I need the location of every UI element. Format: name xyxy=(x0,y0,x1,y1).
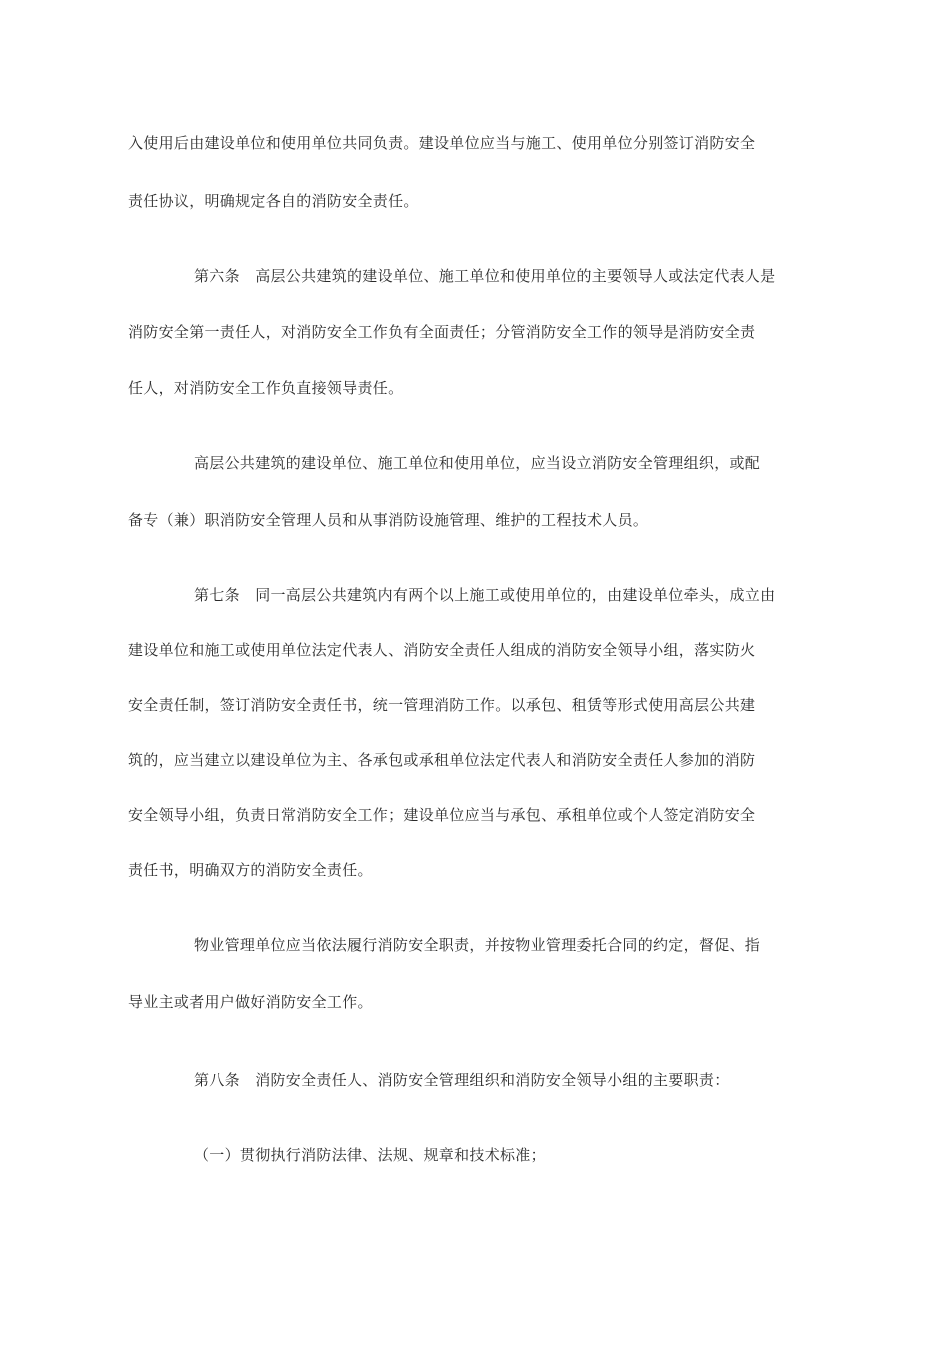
article-6-heading-line: 第六条 高层公共建筑的建设单位、施工单位和使用单位的主要领导人或法定代表人是 xyxy=(194,267,776,285)
text-line: 筑的，应当建立以建设单位为主、各承包或承租单位法定代表人和消防安全责任人参加的消防 xyxy=(128,751,756,769)
text-line: 导业主或者用户做好消防安全工作。 xyxy=(128,993,373,1011)
paragraph-start-line: 高层公共建筑的建设单位、施工单位和使用单位，应当设立消防安全管理组织，或配 xyxy=(194,454,761,472)
article-7-heading-line: 第七条 同一高层公共建筑内有两个以上施工或使用单位的，由建设单位牵头，成立由 xyxy=(194,586,776,604)
text-line: 安全责任制，签订消防安全责任书，统一管理消防工作。以承包、租赁等形式使用高层公共建 xyxy=(128,696,756,714)
paragraph-start-line: 物业管理单位应当依法履行消防安全职责，并按物业管理委托合同的约定，督促、指 xyxy=(194,936,761,954)
article-8-heading-line: 第八条 消防安全责任人、消防安全管理组织和消防安全领导小组的主要职责： xyxy=(194,1071,730,1089)
text-line: 责任协议，明确规定各自的消防安全责任。 xyxy=(128,192,419,210)
text-line: 任人，对消防安全工作负直接领导责任。 xyxy=(128,379,404,397)
text-line: 责任书，明确双方的消防安全责任。 xyxy=(128,861,373,879)
list-item-line: （一）贯彻执行消防法律、法规、规章和技术标准； xyxy=(194,1146,546,1164)
text-line: 消防安全第一责任人，对消防安全工作负有全面责任；分管消防安全工作的领导是消防安全责 xyxy=(128,323,756,341)
text-line: 安全领导小组，负责日常消防安全工作；建设单位应当与承包、承租单位或个人签定消防安全 xyxy=(128,806,756,824)
text-line: 入使用后由建设单位和使用单位共同负责。建设单位应当与施工、使用单位分别签订消防安全 xyxy=(128,134,756,152)
text-line: 备专（兼）职消防安全管理人员和从事消防设施管理、维护的工程技术人员。 xyxy=(128,511,649,529)
text-line: 建设单位和施工或使用单位法定代表人、消防安全责任人组成的消防安全领导小组，落实防火 xyxy=(128,641,756,659)
